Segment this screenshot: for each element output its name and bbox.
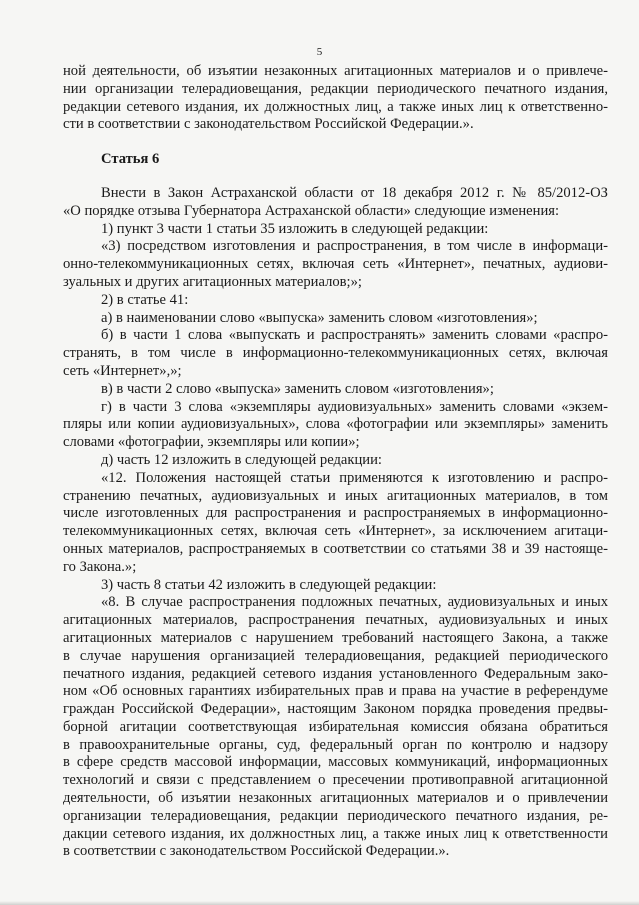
- text-line: странять, в том числе в информационно-телекоммуникационных сетях, включая: [63, 345, 608, 362]
- text-line: д) часть 12 изложить в следующей редакции:: [101, 451, 382, 468]
- text-line: в соответствии с законодательством Российской Федерации.».: [63, 843, 450, 860]
- text-line: технологий и связи с представлением о пресечении противоправной агитационной: [63, 772, 608, 789]
- text-line: странению печатных, аудиовизуальных и иных агитационных материалов, в том: [63, 487, 608, 504]
- text-line: деятельности, об изъятии незаконных агитационных материалов и о привлечении: [63, 790, 608, 807]
- text-line: ной деятельности, об изъятии незаконных агитационных материалов и о привлече-: [63, 63, 608, 79]
- text-line: сеть «Интернет»,»;: [63, 362, 182, 379]
- text-line: «О порядке отзыва Губернатора Астраханской области» следующие изменения:: [63, 202, 560, 219]
- text-line: сти в соответствии с законодательством Российской Федерации.».: [63, 116, 474, 133]
- text-line: 3) часть 8 статьи 42 изложить в следующей редакции:: [101, 576, 437, 593]
- text-line: граждан Российской Федерации», настоящим Законом порядка проведения предвы-: [63, 701, 608, 718]
- text-line: в правоохранительные органы, суд, федеральный орган по контролю и надзору: [63, 736, 608, 753]
- text-line: «8. В случае распространения подложных печатных, аудиовизуальных и иных: [101, 594, 608, 611]
- document-body: [63, 63, 608, 861]
- intro-paragraph: [63, 63, 608, 134]
- text-line: словами «фотографии, экземпляры или копии»;: [63, 434, 360, 451]
- text-line: агитационных материалов с нарушением требований настоящего Закона, а также: [63, 629, 608, 646]
- text-line: нии организации телерадиовещания, редакции периодического печатного издания,: [63, 80, 608, 97]
- text-line: го Закона.»;: [63, 558, 137, 575]
- text-line: агитационных материалов, распространения печатных, аудиовизуальных и иных: [63, 612, 608, 629]
- text-line: «12. Положения настоящей статьи применяются к изготовлению и распро-: [101, 469, 608, 486]
- page-number: 5: [316, 46, 323, 58]
- text-line: 2) в статье 41:: [101, 291, 189, 308]
- text-line: дакции сетевого издания, их должностных лиц, а также иных лиц к ответственности: [63, 825, 608, 842]
- text-line: в случае нарушения организацией телерадиовещания, редакцией периодического: [63, 647, 608, 664]
- text-line: онных материалов, распространяемых в соответствии со статьями 38 и 39 настояще-: [63, 540, 608, 557]
- text-line: б) в части 1 слова «выпускать и распространять» заменить словами «распро-: [101, 327, 608, 344]
- text-line: зуальных и других агитационных материалов;»;: [63, 273, 362, 290]
- text-line: борной агитации соответствующая избирательная комиссия обязана обратиться: [63, 718, 608, 735]
- scan-edge: [0, 901, 639, 905]
- text-line: телекоммуникационных сетях, включая сеть «Интернет», за исключением агитаци-: [63, 523, 608, 540]
- text-line: «3) посредством изготовления и распространения, в том числе в информаци-: [101, 238, 608, 255]
- text-line: а) в наименовании слово «выпуска» заменить словом «изготовления»;: [101, 309, 538, 326]
- article-heading: Статья 6: [101, 151, 160, 168]
- text-line: пляры или копии аудиовизуальных», слова «фотографии или экземпляры» заменить: [63, 416, 608, 433]
- article-body: [63, 185, 608, 861]
- text-line: в сфере средств массовой информации, массовых коммуникаций, информационных: [63, 754, 608, 771]
- text-line: г) в части 3 слова «экземпляры аудиовизуальных» заменить словами «экзем-: [101, 398, 608, 415]
- text-line: 1) пункт 3 части 1 статьи 35 изложить в следующей редакции:: [101, 220, 489, 237]
- text-line: онно-телекоммуникационных сетях, включая сеть «Интернет», печатных, аудиови-: [63, 256, 608, 273]
- text-line: ном «Об основных гарантиях избирательных прав и права на участие в референдуме: [63, 683, 608, 700]
- text-line: организации телерадиовещания, редакции периодического печатного издания, ре-: [63, 807, 608, 824]
- text-line: редакции сетевого издания, их должностных лиц, а также иных лиц к ответственно-: [63, 98, 608, 115]
- text-line: числе изготовленных для распространения и распространяемых в информационно-: [63, 505, 608, 522]
- text-line: Внести в Закон Астраханской области от 18 декабря 2012 г. № 85/2012-ОЗ: [101, 184, 608, 201]
- text-line: печатного издания, редакцией сетевого издания установленного Федеральным зако-: [63, 665, 608, 682]
- text-line: в) в части 2 слово «выпуска» заменить словом «изготовления»;: [101, 380, 494, 397]
